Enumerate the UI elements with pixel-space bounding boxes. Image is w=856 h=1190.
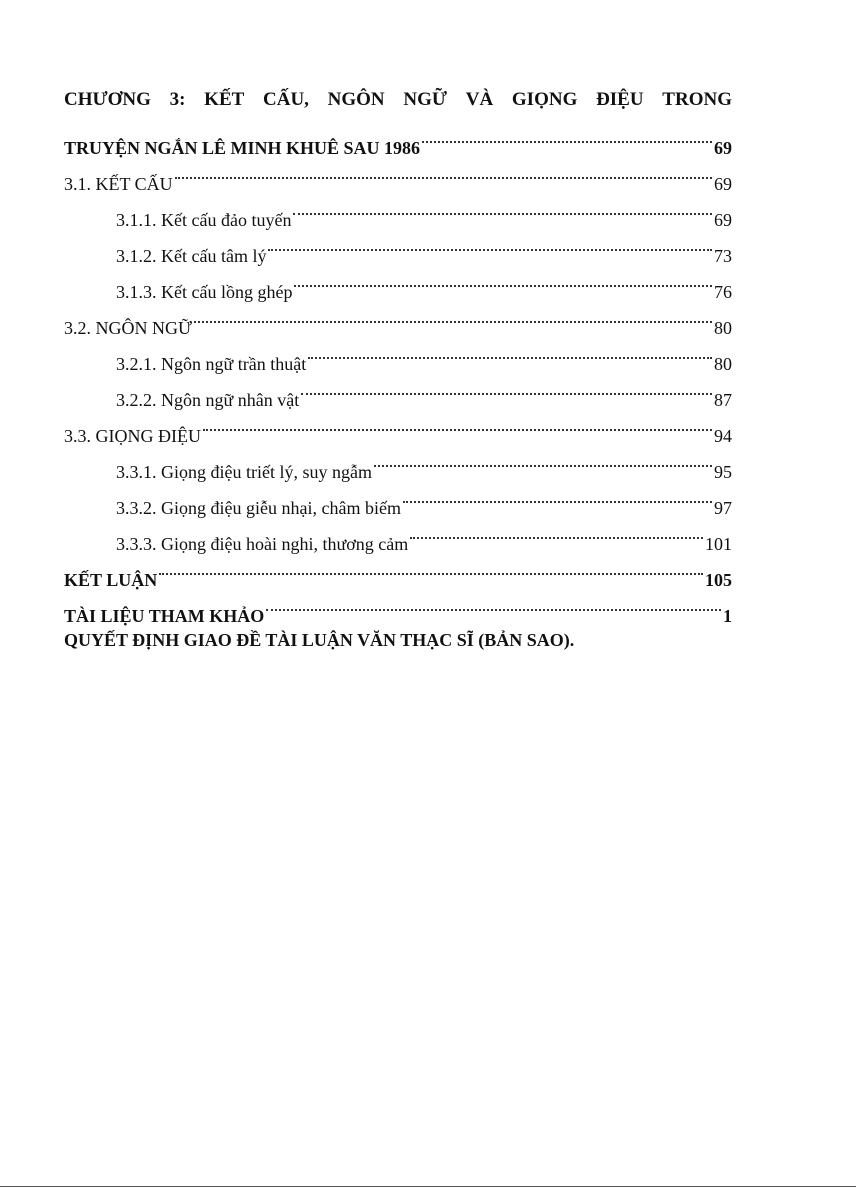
toc-entry-thesis-decision[interactable] — [64, 622, 732, 658]
chapter-heading-word: KẾT — [204, 89, 245, 110]
toc-entry-title: 3.1.3. Kết cấu lồng ghép — [116, 282, 293, 302]
toc-entry-page: 80 — [714, 318, 732, 338]
dot-leader — [159, 550, 703, 586]
toc-entry-title: 3.2.2. Ngôn ngữ nhân vật — [116, 390, 300, 410]
toc-entry-page: 94 — [714, 426, 732, 446]
toc-entry-title: 3.3.3. Giọng điệu hoài nghi, thương cảm — [116, 534, 409, 554]
dot-leader — [203, 406, 712, 442]
toc-entry-page: 101 — [705, 534, 732, 554]
chapter-heading-word: CẤU, — [263, 89, 309, 110]
toc-entry-references[interactable] — [64, 586, 732, 626]
dot-leader — [194, 298, 712, 334]
chapter-heading-word: NGỮ — [403, 89, 447, 110]
chapter-heading-word: NGÔN — [327, 89, 385, 110]
chapter-heading-word: VÀ — [465, 89, 494, 110]
dot-leader — [422, 118, 712, 154]
toc-entry-title: 3.3.1. Giọng điệu triết lý, suy ngẫm — [116, 462, 372, 482]
dot-leader — [410, 514, 703, 550]
toc-entry-title: TRUYỆN NGẮN LÊ MINH KHUÊ SAU 1986 — [64, 138, 421, 158]
dot-leader — [294, 262, 712, 298]
table-of-contents — [64, 90, 732, 658]
dot-leader — [403, 478, 712, 514]
chapter-heading-word: CHƯƠNG — [64, 89, 151, 110]
toc-entry-page: 95 — [714, 462, 732, 482]
chapter-heading-word: GIỌNG — [511, 89, 578, 110]
toc-entry-page: 80 — [714, 354, 732, 374]
toc-entry-page: 76 — [714, 282, 732, 302]
toc-entry-title: KẾT LUẬN — [64, 570, 158, 590]
toc-entry-title: TÀI LIỆU THAM KHẢO — [64, 606, 265, 626]
dot-leader — [268, 226, 712, 262]
dot-leader — [308, 334, 712, 370]
toc-entry-page: 97 — [714, 498, 732, 518]
page-bottom-divider — [0, 1186, 856, 1187]
toc-entry-title: 3.1.2. Kết cấu tâm lý — [116, 246, 267, 266]
toc-entry-title: 3.3. GIỌNG ĐIỆU — [64, 426, 201, 446]
toc-entry-chapter-3[interactable] — [64, 118, 732, 158]
toc-entry-title: 3.1.1. Kết cấu đảo tuyến — [116, 210, 292, 230]
toc-entry-page: 69 — [714, 210, 732, 230]
chapter-heading-word: TRONG — [662, 89, 732, 110]
toc-entry-title: 3.3.2. Giọng điệu giễu nhại, châm biếm — [116, 498, 401, 518]
toc-entry-title: 3.2. NGÔN NGỮ — [64, 318, 192, 338]
chapter-heading-word: 3: — [169, 89, 186, 110]
chapter-heading-word: ĐIỆU — [596, 89, 644, 110]
toc-entry-page: 105 — [705, 570, 732, 590]
toc-entry-title: QUYẾT ĐỊNH GIAO ĐỀ TÀI LUẬN VĂN THẠC SĨ (BẢN SAO). — [64, 630, 575, 650]
toc-entry-conclusion[interactable] — [64, 550, 732, 590]
dot-leader — [301, 370, 712, 406]
toc-entry-page: 87 — [714, 390, 732, 410]
dot-leader — [293, 190, 712, 226]
chapter-3-heading-line1 — [64, 90, 732, 110]
dot-leader — [374, 442, 712, 478]
toc-entry-title: 3.2.1. Ngôn ngữ trần thuật — [116, 354, 307, 374]
toc-entry-page: 69 — [714, 174, 732, 194]
dot-leader — [175, 154, 712, 190]
toc-entry-title: 3.1. KẾT CẤU — [64, 174, 173, 194]
dot-leader — [266, 586, 721, 622]
toc-entry-page: 1 — [723, 606, 732, 626]
toc-entry-page: 73 — [714, 246, 732, 266]
toc-entry-page: 69 — [714, 138, 732, 158]
